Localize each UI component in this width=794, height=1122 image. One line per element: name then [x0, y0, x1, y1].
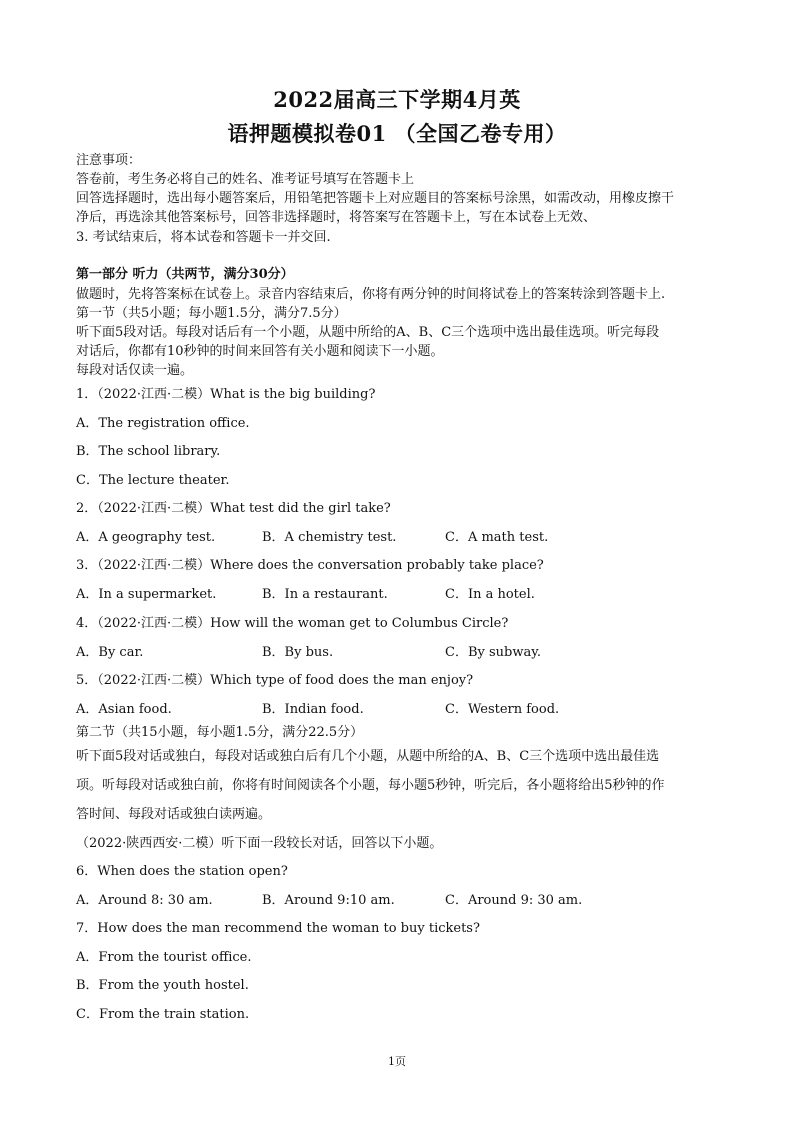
question-4-stem: 4．（2022·江西·二模）How will the woman get to Columbus Circle?: [76, 616, 509, 631]
question-4-option-c: C．By subway.: [445, 645, 541, 660]
question-3-stem: 3．（2022·江西·二模）Where does the conversation probably take place?: [76, 558, 544, 573]
notice-item-3: 净后，再选涂其他答案标号，回答非选择题时，将答案写在答题卡上，写在本试卷上无效、: [76, 210, 597, 225]
section2-instruction-3: 答时间、每段对话或独白读两遍。: [76, 807, 272, 822]
question-1-option-a: A．The registration office.: [76, 416, 250, 431]
question-7-stem: 7．How does the man recommend the woman to buy tickets?: [76, 921, 480, 936]
exam-title-line-1: 2022届高三下学期4月英: [273, 87, 521, 112]
question-7-option-c: C．From the train station.: [76, 1007, 250, 1022]
section1-instruction-3: 每段对话仅读一遍。: [76, 363, 194, 378]
question-4-option-a: A．By car.: [76, 645, 144, 660]
part1-heading: 第一部分 听力（共两节，满分30分）: [76, 267, 294, 282]
exam-title-line-2: 语押题模拟卷01 （全国乙卷专用）: [227, 121, 567, 146]
section1-heading: 第一节（共5小题；每小题1.5分，满分7.5分）: [76, 306, 347, 321]
question-5-option-a: A．Asian food.: [76, 702, 172, 717]
question-2-option-c: C．A math test.: [445, 530, 549, 545]
section2-instruction-2: 项。听每段对话或独白前，你将有时间阅读各个小题，每小题5秒钟，听完后，各小题将给出5秒钟的作: [76, 778, 665, 793]
section2-heading: 第二节（共15小题，每小题1.5分，满分22.5分）: [76, 725, 364, 740]
question-7-option-a: A．From the tourist office.: [76, 950, 252, 965]
question-6-stem: 6．When does the station open?: [76, 864, 288, 879]
question-1-option-c: C．The lecture theater.: [76, 473, 230, 488]
question-2-stem: 2．（2022·江西·二模）What test did the girl take?: [76, 501, 391, 516]
question-1-stem: 1．（2022·江西·二模）What is the big building?: [76, 387, 376, 402]
section2-source: （2022·陕西西安·二模）听下面一段较长对话，回答以下小题。: [76, 836, 443, 851]
question-7-option-b: B．From the youth hostel.: [76, 978, 249, 993]
question-6-option-c: C．Around 9: 30 am.: [445, 893, 583, 908]
page-number: 1页: [388, 1055, 406, 1068]
question-5-option-c: C．Western food.: [445, 702, 560, 717]
notice-heading: 注意事项：: [76, 153, 142, 168]
notice-item-2: 回答选择题时，选出每小题答案后，用铅笔把答题卡上对应题目的答案标号涂黑，如需改动，用橡皮擦干: [76, 191, 675, 206]
question-3-option-b: B．In a restaurant.: [262, 587, 388, 602]
section1-instruction-2: 对话后，你都有10秒钟的时间来回答有关小题和阅读下一小题。: [76, 344, 444, 359]
question-2-option-a: A．A geography test.: [76, 530, 216, 545]
part1-intro: 做题时，先将答案标在试卷上。录音内容结束后，你将有两分钟的时间将试卷上的答案转涂到答题卡上.: [76, 287, 666, 302]
question-1-option-b: B．The school library.: [76, 444, 221, 459]
notice-item-4: 3. 考试结束后，将本试卷和答题卡一并交回.: [76, 230, 331, 245]
question-6-option-a: A．Around 8: 30 am.: [76, 893, 213, 908]
section1-instruction-1: 听下面5段对话。每段对话后有一个小题，从题中所给的A、B、C三个选项中选出最佳选项。听完每段: [76, 325, 660, 340]
question-6-option-b: B．Around 9:10 am.: [262, 893, 395, 908]
question-5-stem: 5．（2022·江西·二模）Which type of food does the man enjoy?: [76, 673, 474, 688]
question-5-option-b: B．Indian food.: [262, 702, 364, 717]
section2-instruction-1: 听下面5段对话或独白，每段对话或独白后有几个小题，从题中所给的A、B、C三个选项中选出最佳选: [76, 749, 660, 764]
question-3-option-c: C．In a hotel.: [445, 587, 535, 602]
notice-item-1: 答卷前，考生务必将自己的姓名、准考证号填写在答题卡上: [76, 172, 415, 187]
question-4-option-b: B．By bus.: [262, 645, 334, 660]
question-3-option-a: A．In a supermarket.: [76, 587, 217, 602]
question-2-option-b: B．A chemistry test.: [262, 530, 397, 545]
